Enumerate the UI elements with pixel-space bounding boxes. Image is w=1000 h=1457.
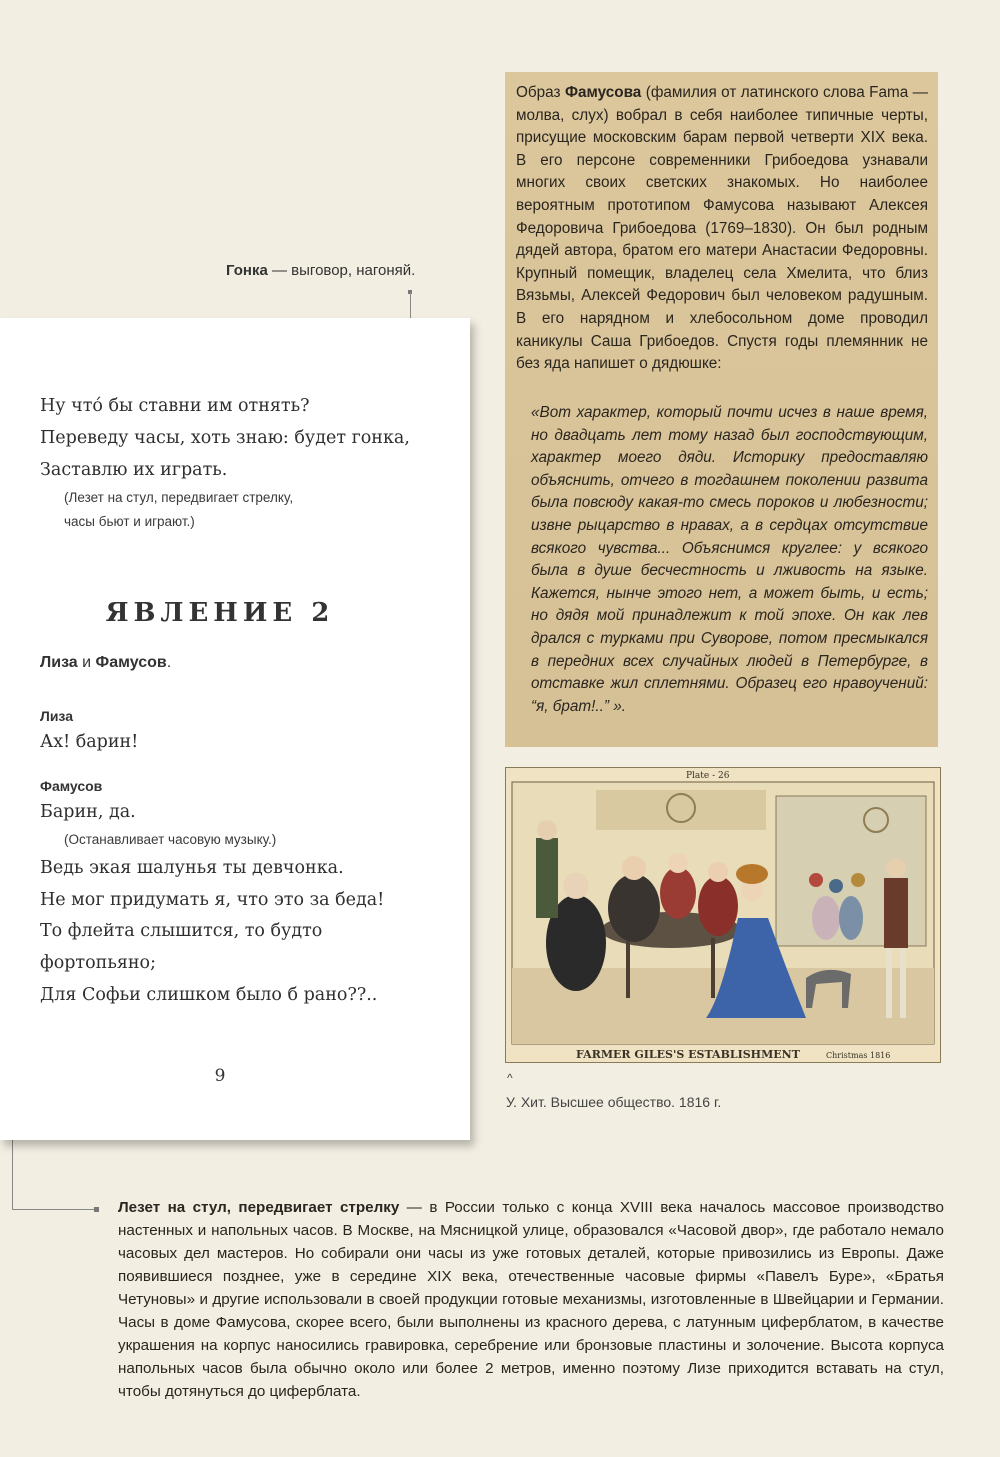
engraving-plate: Plate - 26 bbox=[686, 771, 730, 781]
info-intro bbox=[516, 82, 928, 376]
speaker-liza: Лиза bbox=[40, 708, 73, 724]
note-connector-dot bbox=[94, 1207, 99, 1212]
famusov-line: То флейта слышится, то будто bbox=[40, 921, 323, 941]
famusov-info-box bbox=[505, 72, 938, 747]
act-heading: ЯВЛЕНИЕ 2 bbox=[105, 598, 335, 628]
famusov-line: Для Софьи слишком было б рано??.. bbox=[40, 985, 378, 1005]
info-intro-text: (фамилия от латинского слова Fama — молва, слух) вобрал в себя наиболее типичные черты, присущие московским барам первой четверти XIX века. В его персоне современники Грибоедова узнавали многих своих светских знакомых. Но наиболее вероятным прототипом Фамусова называют Алексея Федоровича Грибоедова (1769–1830). Он был родным дядей автора, братом его матери Анастасии Федоровны. Крупный помещик, владелец села Хмелита, что близ Вязьмы, Алексей Федорович был человеком радушным. В его нарядном и хлебосольном доме проводил каникулы Саша Грибоедов. Спустя годы племянник не без яда напишет о дядюшке: bbox=[516, 84, 928, 373]
engraving-date: Christmas 1816 bbox=[826, 1051, 891, 1060]
stage-direction: часы бьют и играют.) bbox=[64, 514, 195, 529]
page-number: 9 bbox=[214, 1066, 226, 1086]
speaker-famusov: Фамусов bbox=[40, 778, 103, 794]
note-connector-bottom bbox=[12, 1209, 94, 1210]
book-page bbox=[0, 318, 470, 1140]
gloss-term: Гонка bbox=[226, 262, 268, 279]
verse-line: Ну чтó бы ставни им отнять? bbox=[40, 396, 310, 416]
clock-note-term: Лезет на стул, передвигает стрелку bbox=[118, 1199, 400, 1216]
persons-dot: . bbox=[166, 654, 172, 671]
engraving-illustration bbox=[505, 767, 941, 1063]
stage-direction: (Останавливает часовую музыку.) bbox=[64, 832, 277, 847]
gloss-note bbox=[226, 262, 415, 279]
engraving-title: FARMER GILES'S ESTABLISHMENT bbox=[576, 1048, 800, 1061]
clock-note bbox=[118, 1196, 944, 1403]
illustration-caption: У. Хит. Высшее общество. 1816 г. bbox=[506, 1094, 722, 1110]
verse-line: Заставлю их играть. bbox=[40, 460, 228, 480]
verse-line: Переведу часы, хоть знаю: будет гонка, bbox=[40, 428, 410, 448]
persons-line bbox=[40, 654, 171, 672]
info-intro-bold: Фамусова bbox=[564, 84, 642, 101]
stage-direction: (Лезет на стул, передвигает стрелку, bbox=[64, 490, 294, 505]
gloss-definition: — выговор, нагоняй. bbox=[267, 262, 416, 279]
person-liza: Лиза bbox=[40, 654, 78, 671]
liza-line: Ах! барин! bbox=[40, 732, 139, 752]
famusov-line: Барин, да. bbox=[40, 802, 136, 822]
info-intro-prefix: Образ bbox=[516, 84, 565, 101]
griboedov-quote: «Вот характер, который почти исчез в наше время, но двадцать лет тому назад был господствующим, характер моего дяди. Историку предоставляю объяснить, отчего в тогдашнем поколении развита была повсюду какая-то смесь пороков и любезности; извне рыцарство в нравах, а в сердцах отсутствие всякого чувства... Объяснимся круглее: у всякого была в душе бесчестность и лживость на языке. Кажется, нынче этого нет, а может быть, и есть; но дядя мой принадлежит к той эпохе. Он как лев дрался с турками при Суворове, потом пресмыкался в передних всех случайных людей в Петербурге, в отставке жил сплетнями. Образец его нравоучений: “я, брат!..” ». bbox=[531, 404, 928, 715]
person-famusov: Фамусов bbox=[95, 654, 167, 671]
clock-note-text: — в России только с конца XVIII века началось массовое производство настенных и напольных часов. В Москве, на Мясницкой улице, образовался «Часовой двор», где работало немало часовых дел мастеров. Но собирали они часы из уже готовых деталей, которые привозились из Европы. Даже появившиеся позднее, уже в середине XIX века, отечественные часовые фирмы «Павелъ Буре», «Братья Четуновы» и другие использовали в своей продукции готовые механизмы, изготовленные в Швейцарии и Германии. Часы в доме Фамусова, скорее всего, были выполнены из красного дерева, с латунным циферблатом, в качестве украшения на корпус наносились гравировка, серебрение или бронзовые пластины и золочение. Высота корпуса напольных часов была обычно около или более 2 метров, именно поэтому Лизе приходится вставать на стул, чтобы дотянуться до циферблата. bbox=[118, 1199, 944, 1400]
persons-and: и bbox=[77, 654, 96, 671]
caption-caret: ^ bbox=[507, 1071, 513, 1085]
famusov-line: фортопьяно; bbox=[40, 953, 156, 973]
famusov-line: Ведь экая шалунья ты девчонка. bbox=[40, 858, 344, 878]
famusov-line: Не мог придумать я, что это за беда! bbox=[40, 890, 385, 910]
